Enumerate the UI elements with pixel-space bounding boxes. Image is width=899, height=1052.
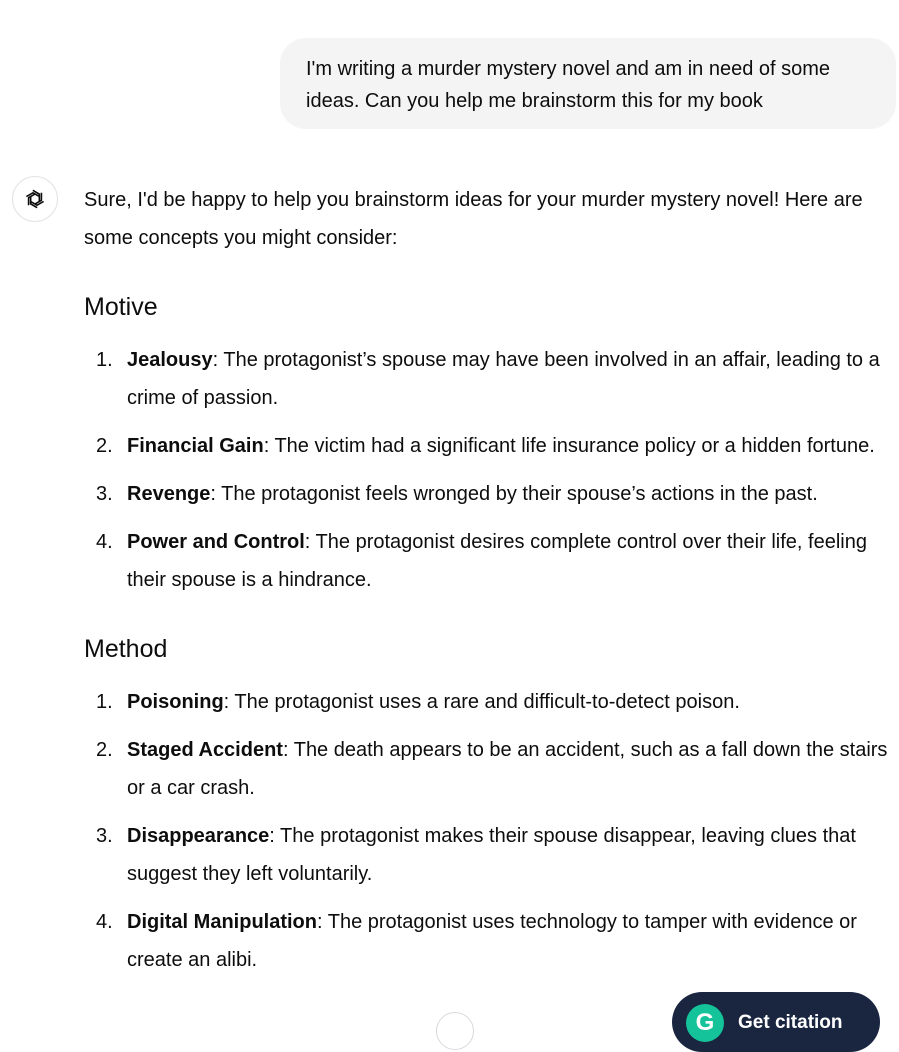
openai-logo-icon xyxy=(22,186,48,212)
list-item: 3. Revenge: The protagonist feels wronged by their spouse’s actions in the past. xyxy=(96,483,818,505)
item-term: Revenge xyxy=(127,483,211,505)
item-desc: : The death appears to be an accident, such as a fall down the stairs or a car crash. xyxy=(127,739,888,799)
user-message-text: I'm writing a murder mystery novel and am in need of some ideas. Can you help me brainstorm this for my book xyxy=(306,58,831,112)
assistant-intro: Sure, I'd be happy to help you brainstorm ideas for your murder mystery novel! Here are some concepts you might consider: xyxy=(84,189,863,249)
user-message-bubble xyxy=(280,38,896,129)
item-desc: : The protagonist desires complete control over their life, feeling their spouse is a hindrance. xyxy=(127,531,867,591)
item-desc: : The protagonist feels wronged by their spouse’s actions in the past. xyxy=(210,483,818,505)
grammarly-icon: G xyxy=(686,1004,724,1042)
list-item: 3. Disappearance: The protagonist makes their spouse disappear, leaving clues that suggest they left voluntarily. xyxy=(96,825,856,885)
method-heading: Method xyxy=(84,635,168,663)
list-item: 1. Jealousy: The protagonist’s spouse may have been involved in an affair, leading to a crime of passion. xyxy=(96,349,880,409)
get-citation-button[interactable] xyxy=(672,992,880,1052)
item-desc: : The protagonist makes their spouse disappear, leaving clues that suggest they left voluntarily. xyxy=(127,825,856,885)
item-term: Digital Manipulation xyxy=(127,911,317,933)
scroll-down-button[interactable] xyxy=(436,1012,474,1050)
list-item: 4. Digital Manipulation: The protagonist uses technology to tamper with evidence or create an alibi. xyxy=(96,911,857,971)
list-item: 1. Poisoning: The protagonist uses a rare and difficult-to-detect poison. xyxy=(96,691,740,713)
item-term: Poisoning xyxy=(127,691,224,713)
list-item: 2. Financial Gain: The victim had a significant life insurance policy or a hidden fortune. xyxy=(96,435,875,457)
item-term: Staged Accident xyxy=(127,739,283,761)
item-term: Financial Gain xyxy=(127,435,264,457)
assistant-avatar xyxy=(12,176,58,222)
item-desc: : The protagonist’s spouse may have been involved in an affair, leading to a crime of passion. xyxy=(127,349,880,409)
get-citation-label: Get citation xyxy=(738,1012,843,1033)
item-term: Disappearance xyxy=(127,825,270,847)
item-desc: : The protagonist uses a rare and difficult-to-detect poison. xyxy=(223,691,740,713)
list-item: 4. Power and Control: The protagonist desires complete control over their life, feeling their spouse is a hindrance. xyxy=(96,531,867,591)
item-term: Jealousy xyxy=(127,349,213,371)
item-desc: : The protagonist uses technology to tamper with evidence or create an alibi. xyxy=(127,911,857,971)
list-item: 2. Staged Accident: The death appears to be an accident, such as a fall down the stairs or a car crash. xyxy=(96,739,888,799)
item-desc: : The victim had a significant life insurance policy or a hidden fortune. xyxy=(263,435,875,457)
assistant-message xyxy=(84,181,899,989)
method-list xyxy=(84,683,899,979)
motive-heading: Motive xyxy=(84,293,158,321)
item-term: Power and Control xyxy=(127,531,305,553)
motive-list xyxy=(84,341,899,599)
